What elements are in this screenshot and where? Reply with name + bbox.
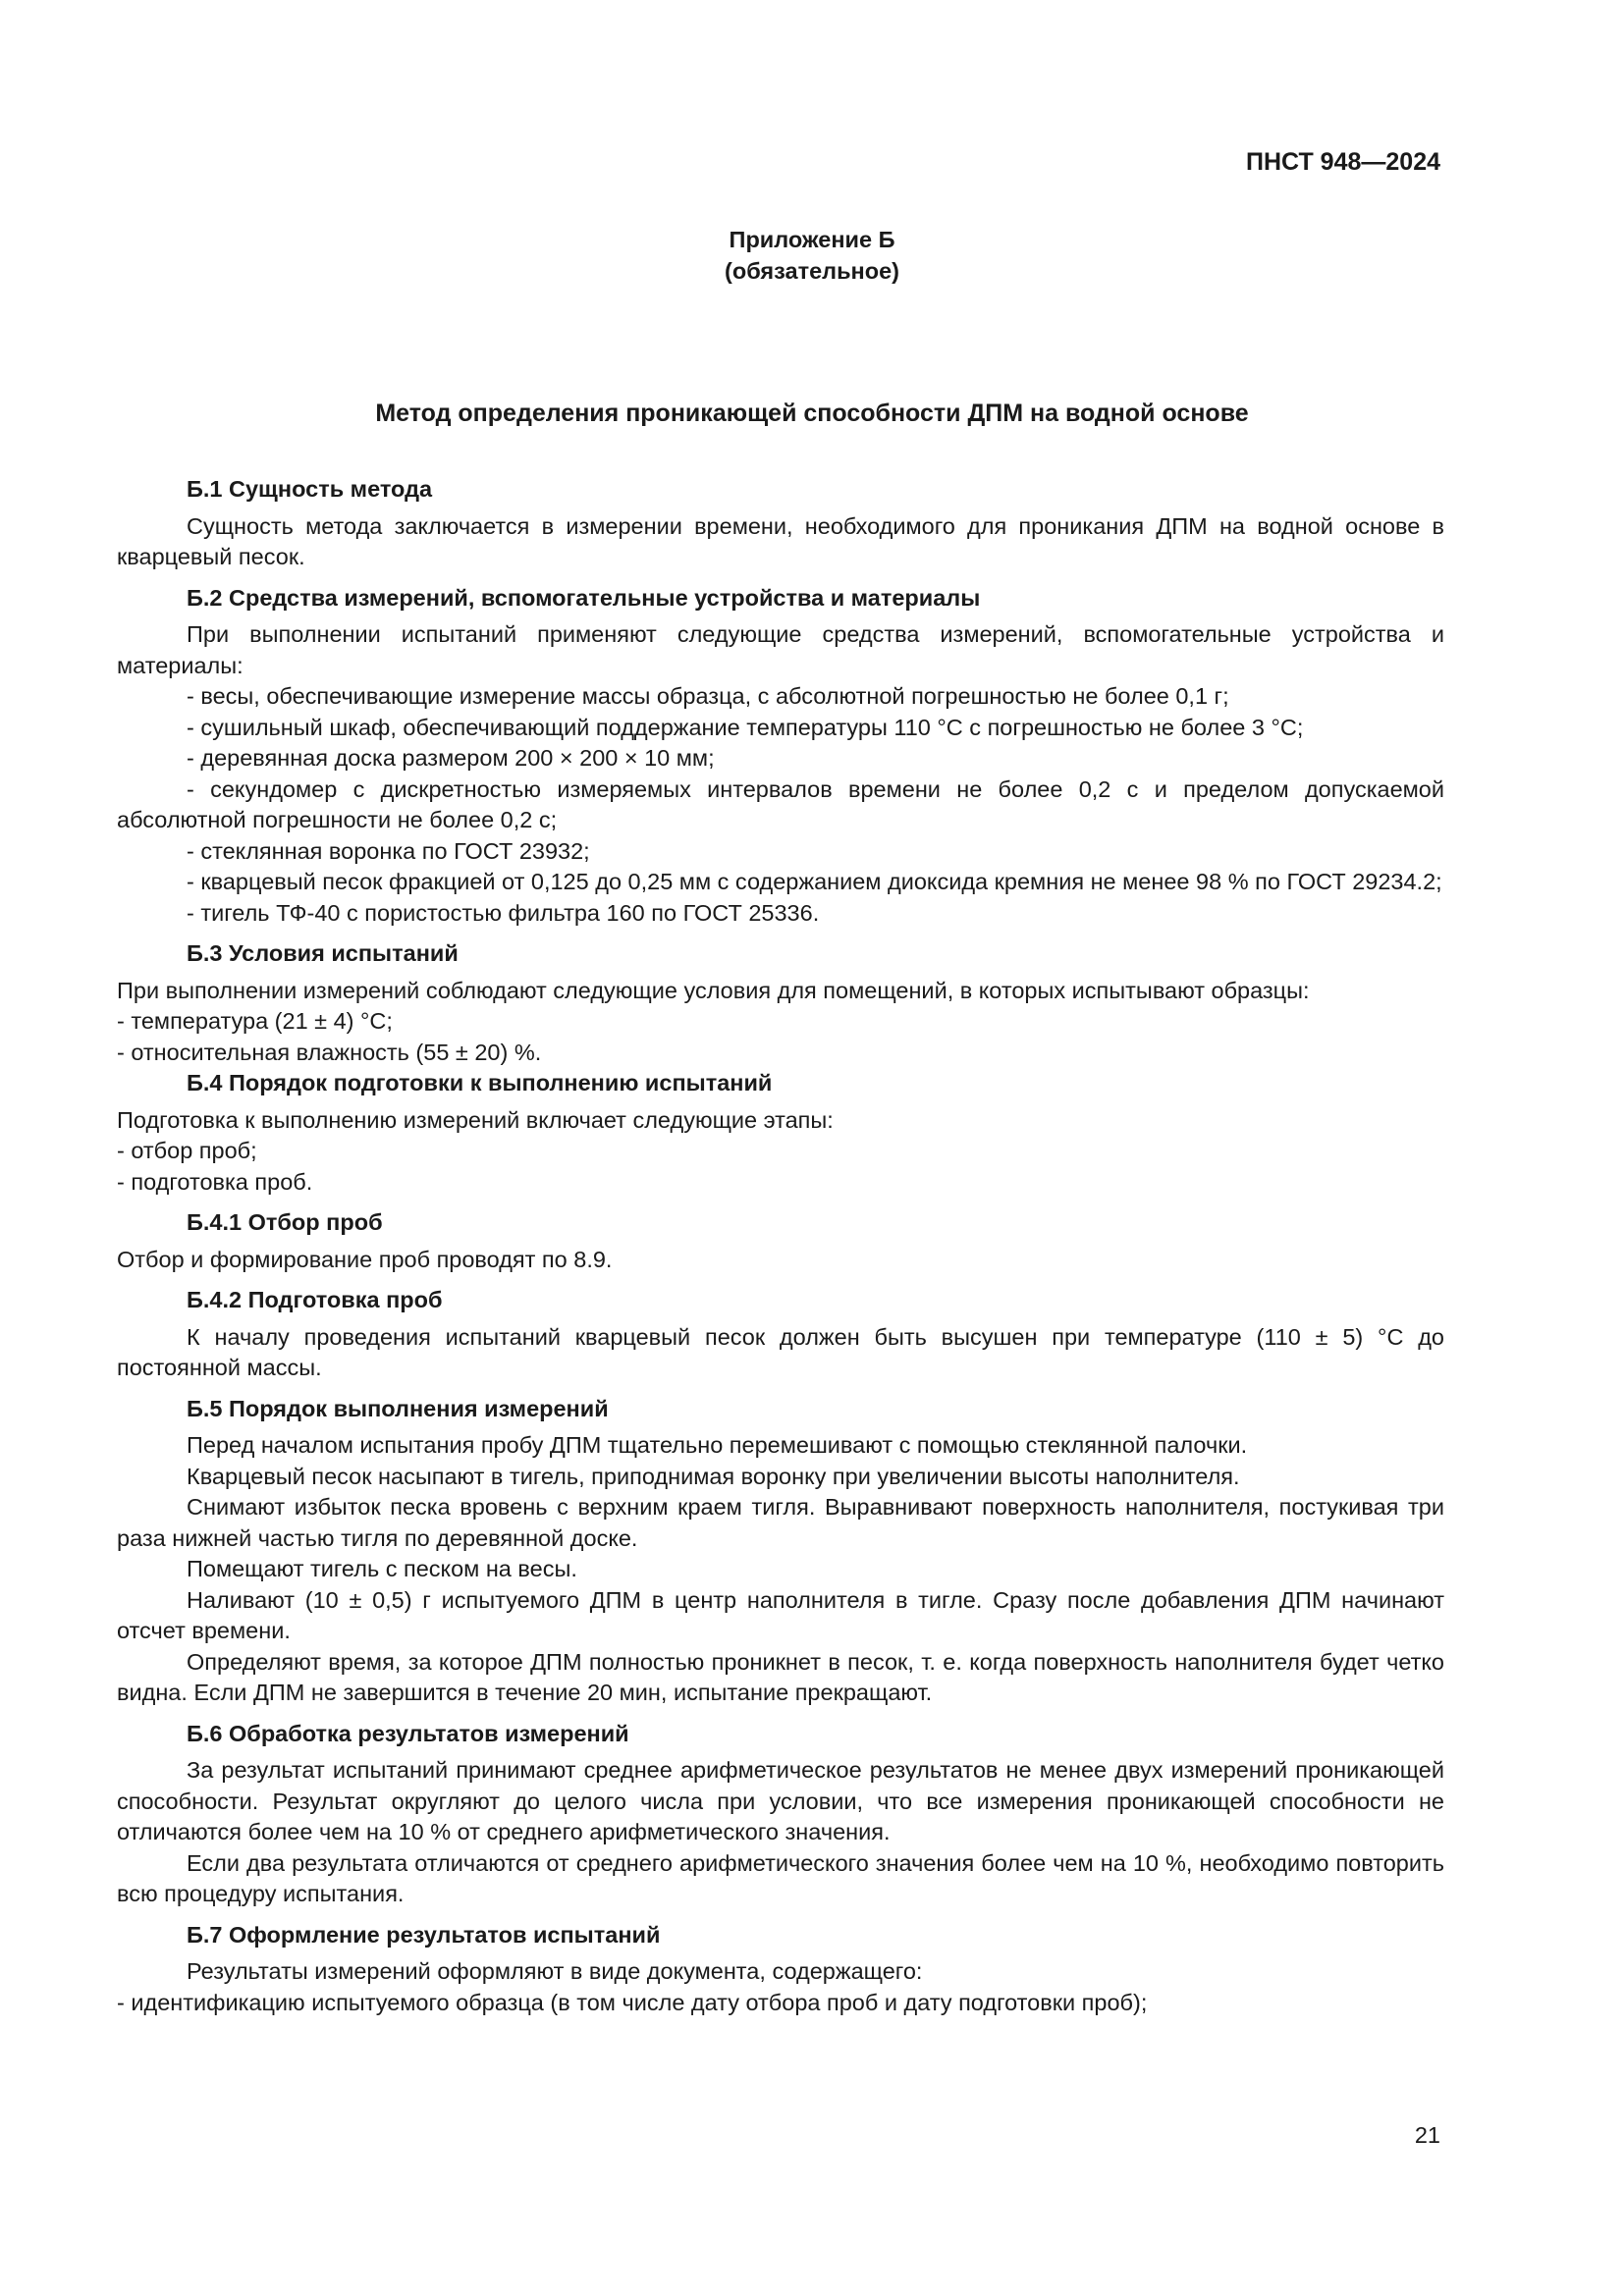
list-item: - сушильный шкаф, обеспечивающий поддержание температуры 110 °С с погрешностью не более 3 °С; bbox=[187, 714, 1304, 740]
paragraph: Если два результата отличаются от среднего арифметического значения более чем на 10 %, необходимо повторить всю процедуру испытания. bbox=[117, 1849, 1444, 1906]
section-heading-b5: Б.5 Порядок выполнения измерений bbox=[187, 1395, 609, 1421]
appendix-heading bbox=[0, 224, 1624, 287]
section-heading-b42: Б.4.2 Подготовка проб bbox=[187, 1287, 443, 1312]
paragraph: К началу проведения испытаний кварцевый песок должен быть высушен при температуре (110 ± 5) °С до постоянной массы. bbox=[117, 1323, 1444, 1380]
list-item: - идентификацию испытуемого образца (в том числе дату отбора проб и дату подготовки проб); bbox=[117, 1989, 1148, 2015]
document-title: Метод определения проникающей способности ДПМ на водной основе bbox=[375, 400, 1249, 427]
list-item: - тигель ТФ-40 с пористостью фильтра 160 по ГОСТ 25336. bbox=[187, 899, 820, 926]
section-heading-b2: Б.2 Средства измерений, вспомогательные устройства и материалы bbox=[187, 584, 981, 611]
list-item: - стеклянная воронка по ГОСТ 23932; bbox=[187, 837, 590, 864]
list-item: - отбор проб; bbox=[117, 1138, 257, 1163]
list-item: - подготовка проб. bbox=[117, 1168, 313, 1195]
paragraph: Подготовка к выполнению измерений включает следующие этапы: bbox=[117, 1106, 834, 1133]
paragraph: За результат испытаний принимают среднее арифметическое результатов не менее двух измерений проникающей способности. Результат округляют до целого числа при условии, что все измерения проникающей способности не отличаются более чем на 10 % от среднего арифметического значения. bbox=[117, 1757, 1444, 1844]
list-item: - температура (21 ± 4) °С; bbox=[117, 1008, 393, 1034]
document-body bbox=[117, 474, 1444, 2018]
list-item: - весы, обеспечивающие измерение массы образца, с абсолютной погрешностью не более 0,1 г; bbox=[187, 683, 1229, 709]
section-heading-b6: Б.6 Обработка результатов измерений bbox=[187, 1720, 629, 1746]
appendix-status: (обязательное) bbox=[725, 258, 899, 284]
paragraph: Отбор и формирование проб проводят по 8.9. bbox=[117, 1246, 613, 1272]
paragraph: Помещают тигель с песком на весы. bbox=[187, 1556, 577, 1581]
list-item: - относительная влажность (55 ± 20) %. bbox=[117, 1039, 542, 1065]
paragraph: Результаты измерений оформляют в виде документа, содержащего: bbox=[187, 1958, 923, 1984]
paragraph: Снимают избыток песка вровень с верхним краем тигля. Выравнивают поверхность наполнителя, постукивая три раза нижней частью тигля по деревянной доске. bbox=[117, 1494, 1444, 1551]
section-heading-b1: Б.1 Сущность метода bbox=[187, 476, 433, 502]
document-code: ПНСТ 948—2024 bbox=[1246, 148, 1440, 176]
section-heading-b4: Б.4 Порядок подготовки к выполнению испытаний bbox=[187, 1070, 773, 1095]
paragraph: Наливают (10 ± 0,5) г испытуемого ДПМ в центр наполнителя в тигле. Сразу после добавления ДПМ начинают отсчет времени. bbox=[117, 1586, 1444, 1643]
paragraph: Определяют время, за которое ДПМ полностью проникнет в песок, т. е. когда поверхность наполнителя будет четко видна. Если ДПМ не завершится в течение 20 мин, испытание прекращают. bbox=[117, 1648, 1444, 1705]
paragraph: При выполнении испытаний применяют следующие средства измерений, вспомогательные устройства и материалы: bbox=[117, 621, 1444, 678]
paragraph: Сущность метода заключается в измерении времени, необходимого для проникания ДПМ на водной основе в кварцевый песок. bbox=[117, 512, 1444, 569]
page-number: 21 bbox=[1414, 2122, 1440, 2148]
section-heading-b3: Б.3 Условия испытаний bbox=[187, 940, 459, 966]
list-item: - кварцевый песок фракцией от 0,125 до 0,25 мм с содержанием диоксида кремния не менее 98 % по ГОСТ 29234.2; bbox=[187, 869, 1442, 894]
section-heading-b41: Б.4.1 Отбор проб bbox=[187, 1209, 383, 1235]
paragraph: Перед началом испытания пробу ДПМ тщательно перемешивают с помощью стеклянной палочки. bbox=[187, 1432, 1248, 1458]
appendix-title: Приложение Б bbox=[729, 227, 895, 252]
paragraph: При выполнении измерений соблюдают следующие условия для помещений, в которых испытывают образцы: bbox=[117, 977, 1310, 1003]
section-heading-b7: Б.7 Оформление результатов испытаний bbox=[187, 1921, 661, 1948]
list-item: - секундомер с дискретностью измеряемых интервалов времени не более 0,2 с и пределом допускаемой абсолютной погрешности не более 0,2 с; bbox=[117, 775, 1444, 832]
paragraph: Кварцевый песок насыпают в тигель, приподнимая воронку при увеличении высоты наполнителя. bbox=[187, 1463, 1240, 1489]
list-item: - деревянная доска размером 200 × 200 × 10 мм; bbox=[187, 745, 715, 771]
